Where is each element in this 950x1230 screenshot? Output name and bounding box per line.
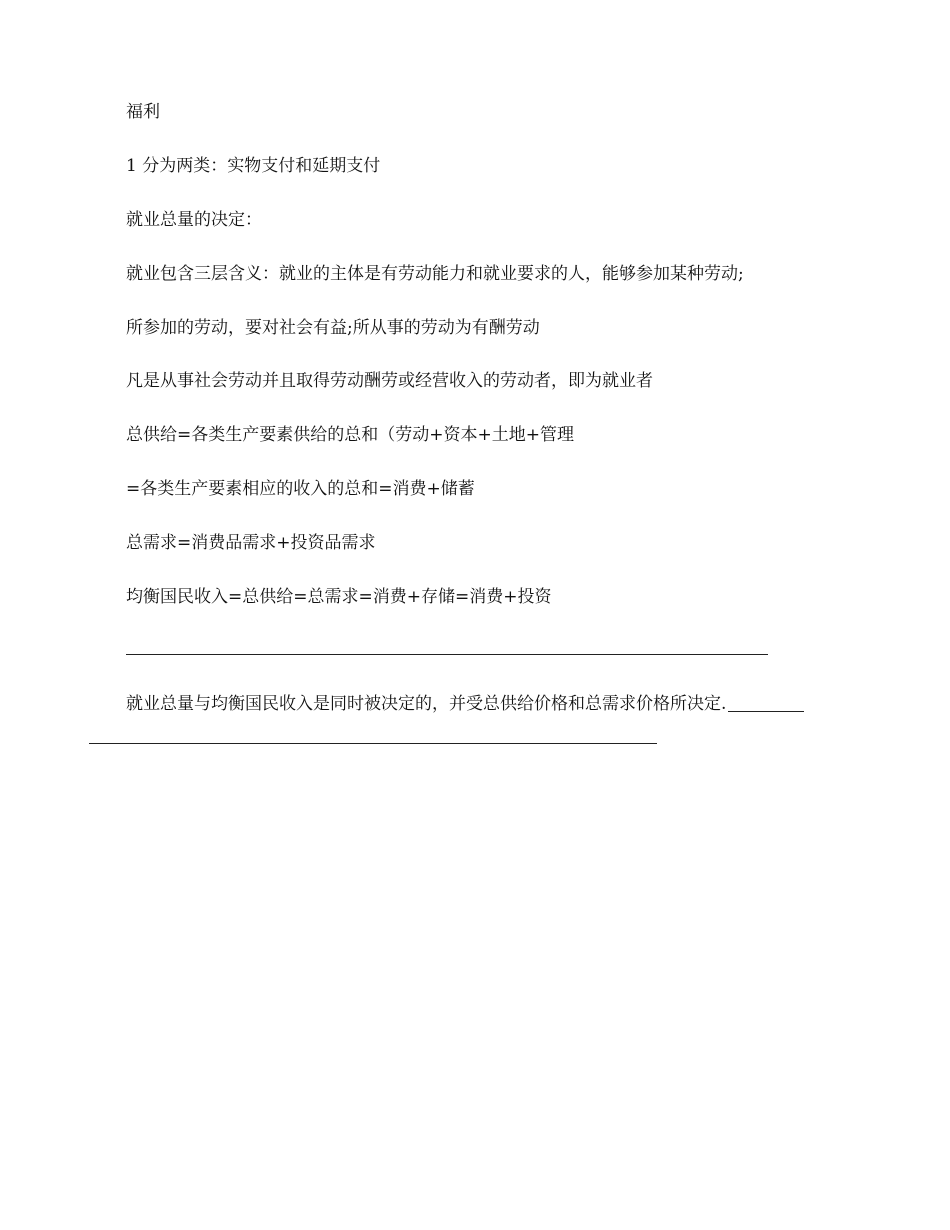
text-line-employment-meaning: 就业包含三层含义：就业的主体是有劳动能力和就业要求的人，能够参加某种劳动; <box>126 264 744 284</box>
bottom-rule <box>89 743 657 744</box>
separator-rule <box>126 654 768 655</box>
text-line-aggregate-supply: 总供给=各类生产要素供给的总和（劳动+资本+土地+管理 <box>126 425 574 445</box>
text-line-aggregate-demand: 总需求=消费品需求+投资品需求 <box>126 533 376 553</box>
text-line-payment-types: 1 分为两类：实物支付和延期支付 <box>126 156 381 176</box>
conclusion-text: 就业总量与均衡国民收入是同时被决定的，并受总供给价格和总需求价格所决定. <box>126 694 727 714</box>
text-line-labor-benefit: 所参加的劳动，要对社会有益;所从事的劳动为有酬劳动 <box>126 318 540 338</box>
text-line-employed-definition: 凡是从事社会劳动并且取得劳动酬劳或经营收入的劳动者，即为就业者 <box>126 371 653 391</box>
heading-welfare: 福利 <box>126 102 160 122</box>
text-line-income-sum: =各类生产要素相应的收入的总和=消费+储蓄 <box>126 479 475 499</box>
text-line-equilibrium-income: 均衡国民收入=总供给=总需求=消费+存储=消费+投资 <box>126 587 552 607</box>
text-line-conclusion <box>126 692 804 716</box>
heading-employment-determination: 就业总量的决定： <box>126 210 262 230</box>
trailing-underline <box>728 711 804 712</box>
